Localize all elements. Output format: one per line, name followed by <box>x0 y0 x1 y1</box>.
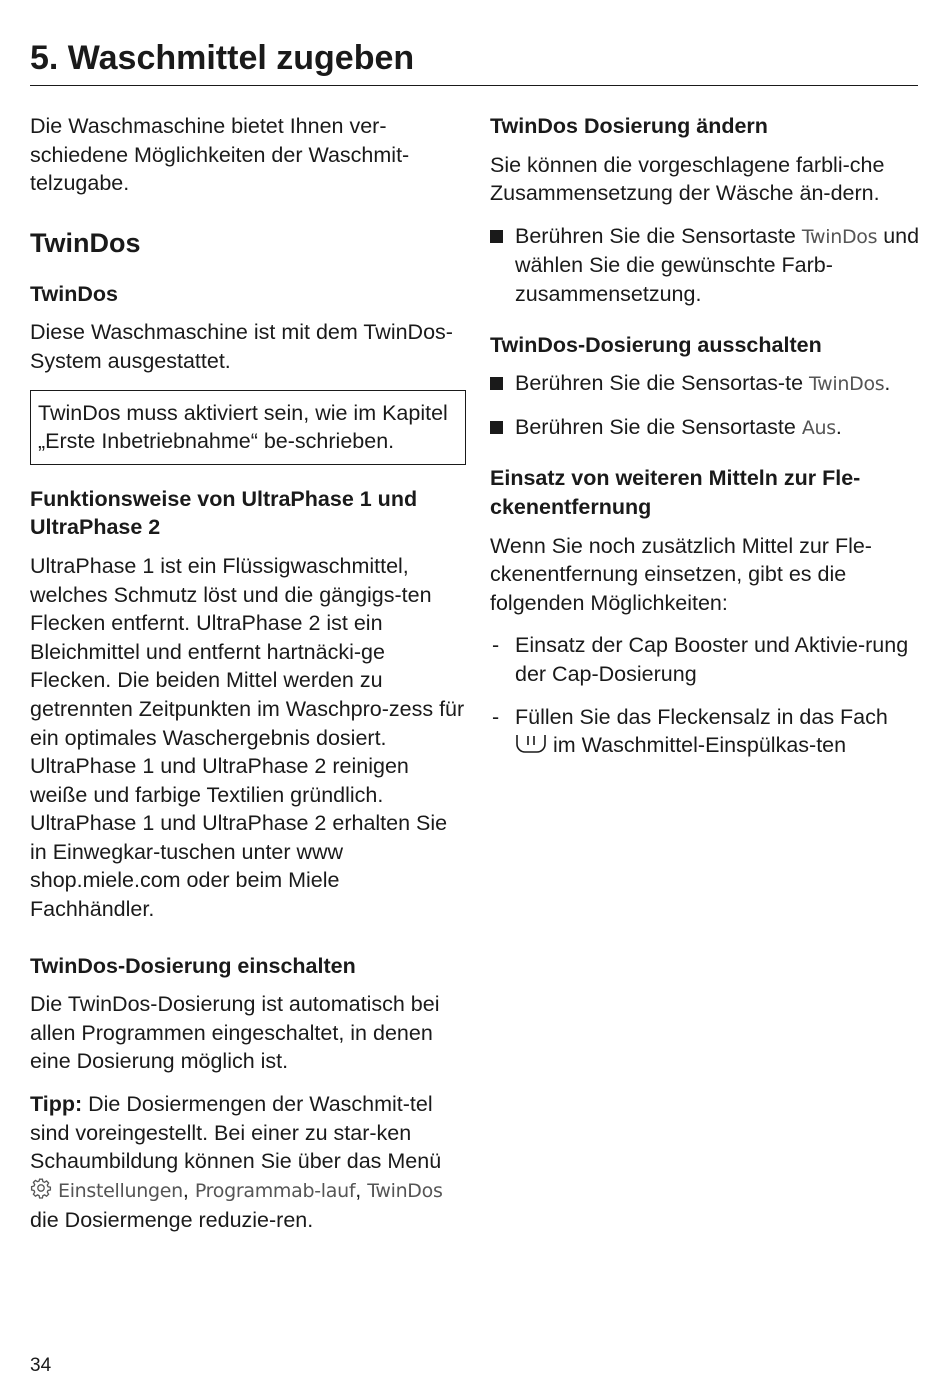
dash-bullet: - <box>492 704 500 729</box>
aendern-text: Sie können die vorgeschlagene farbli-che Zusammensetzung der Wäsche än-dern. <box>490 152 885 206</box>
menu-programmablauf: Programmab-lauf <box>194 1179 356 1202</box>
page-title: 5. Waschmittel zugeben <box>30 39 415 77</box>
ultraphase-heading: Funktionsweise von UltraPhase 1 und UltraPhase 2 <box>30 486 418 540</box>
menu-separator: , <box>355 1177 368 1202</box>
einsatz-text: Wenn Sie noch zusätzlich Mittel zur Fle-ckenentfernung einsetzen, gibt es die folgenden Möglichkeiten: <box>490 533 872 615</box>
detergent-compartment-icon <box>515 732 547 762</box>
dash-bullet: - <box>492 633 500 658</box>
page-number: 34 <box>30 1355 52 1376</box>
section-heading-twindos: TwinDos <box>30 227 141 258</box>
list-item: Berühren Sie die Sensortas-te TwinDos. <box>490 369 920 399</box>
einsatz-options <box>490 631 920 761</box>
list-item: - Einsatz der Cap Booster und Aktivie-rung der Cap-Dosierung <box>492 633 909 686</box>
list-item: Berühren Sie die Sensortaste TwinDos und wählen Sie die gewünschte Farb-zusammensetzung. <box>490 222 920 309</box>
square-bullet-icon <box>490 230 503 243</box>
list-item: - Füllen Sie das Fleckensalz in das Fach im Waschmittel-Einspülkas-ten <box>490 703 920 762</box>
menu-twindos: TwinDos <box>367 1179 443 1202</box>
ausschalten-steps <box>490 369 920 442</box>
system-text: Diese Waschmaschine ist mit dem TwinDos-System ausgestattet. <box>30 320 453 373</box>
sensor-key-aus: Aus <box>801 416 836 439</box>
einschalten-text: Die TwinDos-Dosierung ist automatisch bei allen Programmen eingeschaltet, in denen eine Dosierung möglich ist. <box>30 992 440 1074</box>
tip-paragraph <box>30 1090 466 1235</box>
ausschalten-heading: TwinDos-Dosierung ausschalten <box>490 332 822 357</box>
square-bullet-icon <box>490 421 503 434</box>
ultraphase-text: UltraPhase 1 ist ein Flüssigwaschmittel, welches Schmutz löst und die gängigs-ten Flecken entfernt. UltraPhase 2 ist ein Bleichmittel und entfernt hartnäcki-ge Flecken. Die beiden Mittel werden zu getrennten Zeitpunkten im Waschpro-zess für ein optimales Waschergebnis dosiert. UltraPhase 1 und UltraPhase 2 reinigen weiße und farbige Textilien gründlich. UltraPhase 1 und UltraPhase 2 erhalten Sie in Einwegkar-tuschen unter www shop.miele.com oder beim Miele Fachhändler. <box>30 553 465 922</box>
tip-label: Tipp: <box>30 1092 83 1117</box>
note-box: TwinDos muss aktiviert sein, wie im Kapitel „Erste Inbetriebnahme“ be-schrieben. <box>30 390 466 465</box>
menu-separator: , <box>182 1177 195 1202</box>
tip-text: Die Dosiermengen der Waschmit-tel sind voreingestellt. Bei einer zu star-ken Schaumbildung können Sie über das Menü <box>30 1092 442 1174</box>
gear-icon <box>30 1177 52 1207</box>
title-divider <box>30 85 918 86</box>
left-column <box>30 112 466 1249</box>
sensor-key-twindos: TwinDos <box>809 373 885 396</box>
right-column <box>490 112 920 776</box>
intro-text: Die Waschmaschine bietet Ihnen ver-schiedene Möglichkeiten der Waschmit-telzugabe. <box>30 114 410 196</box>
subheading-twindos: TwinDos <box>30 281 118 306</box>
tip-text-end: die Dosiermenge reduzie-ren. <box>30 1208 314 1233</box>
square-bullet-icon <box>490 377 503 390</box>
sensor-key-twindos: TwinDos <box>801 225 878 248</box>
einschalten-heading: TwinDos-Dosierung einschalten <box>30 953 356 978</box>
einsatz-heading: Einsatz von weiteren Mitteln zur Fle-ckenentfernung <box>490 466 861 519</box>
aendern-steps <box>490 222 920 309</box>
aendern-heading: TwinDos Dosierung ändern <box>490 114 768 138</box>
menu-einstellungen: Einstellungen <box>57 1179 183 1202</box>
list-item: Berühren Sie die Sensortaste Aus. <box>490 413 920 443</box>
